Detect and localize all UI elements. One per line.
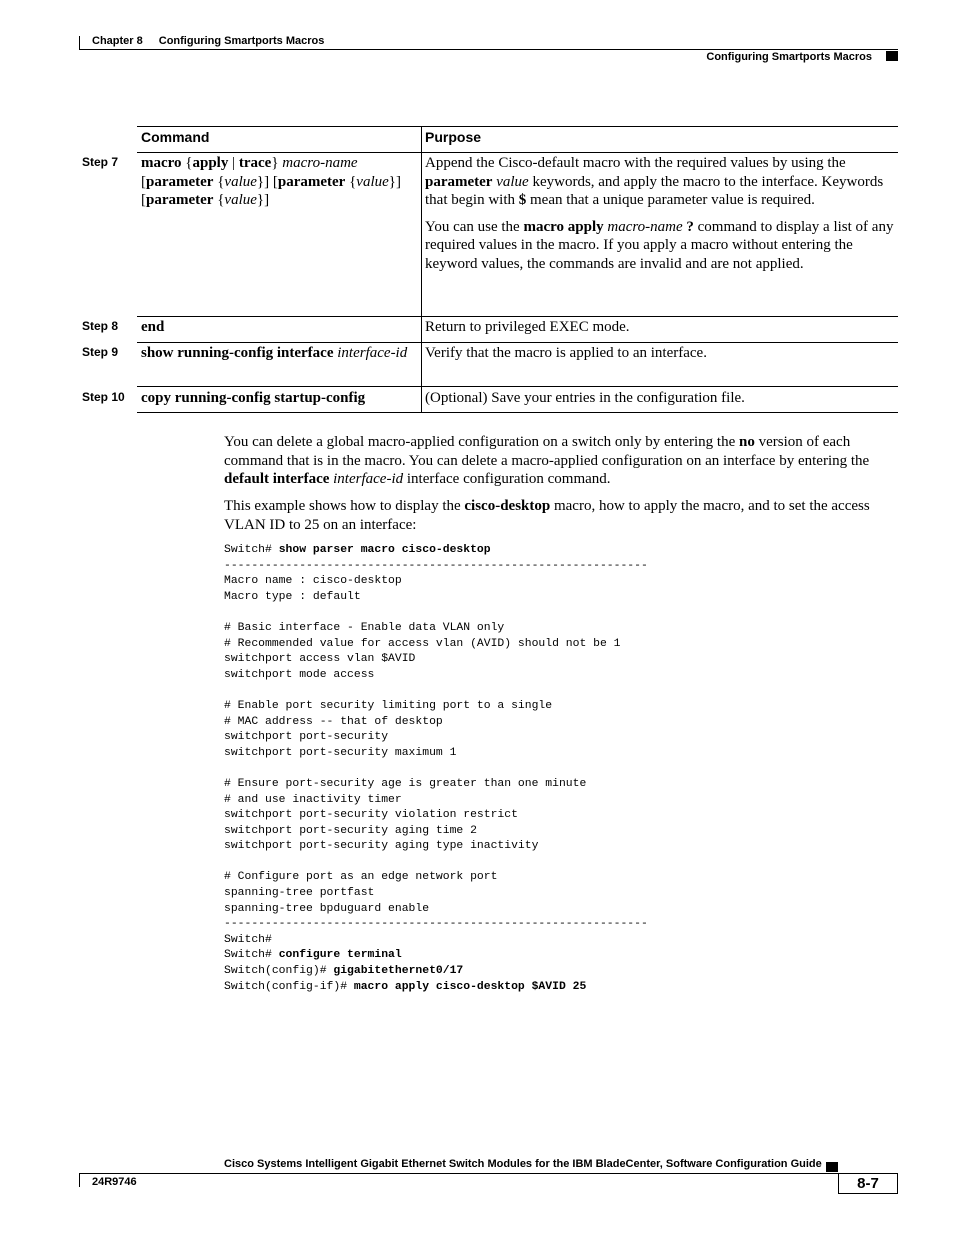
purpose-cell <box>425 344 895 371</box>
purpose-cell <box>425 154 895 281</box>
purpose-paragraph <box>425 218 895 274</box>
text-run: cisco-desktop <box>464 498 551 514</box>
step-label: Step 8 <box>82 319 119 333</box>
step-label: Step 7 <box>82 155 119 169</box>
text-run: spanning-tree bpduguard enable <box>224 902 430 915</box>
purpose-paragraph <box>425 154 895 210</box>
text-run: # Configure port as an edge network port <box>224 871 498 884</box>
step-label: Step 9 <box>82 345 119 359</box>
text-run: apply <box>192 155 229 171</box>
purpose-cell <box>425 389 895 416</box>
text-run: Switch# <box>224 544 279 556</box>
command-cell <box>141 344 416 363</box>
table-rule-row <box>137 316 898 317</box>
text-run: value <box>356 173 389 190</box>
table-rule-header <box>137 152 898 153</box>
table-column-divider <box>421 126 422 413</box>
text-run: configure terminal <box>278 949 402 962</box>
page-number: 8-7 <box>838 1173 898 1194</box>
footer-rule <box>79 1173 838 1174</box>
text-run: interface configuration command. <box>403 471 611 487</box>
text-run: [ <box>141 173 146 190</box>
text-run: gigabitethernet0/17 <box>333 965 464 978</box>
header-marker-block <box>886 51 898 61</box>
text-run: macro, how to apply the macro, and to set the access VLAN ID to 25 on an interface: <box>224 498 870 533</box>
text-run: }] <box>256 192 270 208</box>
text-run: parameter <box>146 173 214 190</box>
header-rule-vertical <box>79 36 80 50</box>
text-run: switchport port-security aging type inactivity <box>224 840 539 853</box>
text-run: switchport mode access <box>224 668 375 681</box>
text-run: $ <box>518 192 527 208</box>
text-run: value <box>224 192 257 208</box>
step-label: Step 10 <box>82 390 125 404</box>
text-run: (Optional) Save your entries in the configuration file. <box>425 390 745 406</box>
body-paragraph <box>224 433 898 489</box>
text-run: Append the Cisco-default macro with the required values by using the <box>425 155 846 171</box>
chapter-number: Chapter 8 <box>92 35 143 47</box>
command-cell <box>141 318 416 337</box>
text-run: # Basic interface - Enable data VLAN only <box>224 621 505 634</box>
text-run: # and use inactivity timer <box>224 793 402 806</box>
text-run: interface-id <box>333 471 404 487</box>
column-header-command: Command <box>141 129 210 145</box>
text-run: command to display a list of any required values in the macro. If you apply a macro without entering the keyword values, the commands are invalid and are not applied. <box>425 218 894 272</box>
running-header-chapter <box>92 35 324 47</box>
text-run: -------------------------------------------------------------- <box>224 918 648 931</box>
text-run: copy running-config startup-config <box>141 390 366 406</box>
text-run: This example shows how to display the <box>224 498 465 514</box>
footer-rule-vertical <box>79 1173 80 1187</box>
footer-book-title: Cisco Systems Intelligent Gigabit Ethernet Switch Modules for the IBM BladeCenter, Software Configuration Guide <box>224 1158 822 1170</box>
purpose-cell <box>425 318 895 345</box>
text-run: # Ensure port-security age is greater than one minute <box>224 777 587 790</box>
text-run: macro apply <box>523 218 604 235</box>
text-run: ? <box>686 218 694 235</box>
text-run: Macro type : default <box>224 590 361 603</box>
text-run: You can delete a global macro-applied configuration on a switch only by entering the <box>224 434 739 450</box>
text-run: parameter <box>146 192 214 208</box>
text-run: macro apply cisco-desktop $AVID 25 <box>353 980 587 993</box>
text-run: Verify that the macro is applied to an interface. <box>425 345 707 361</box>
text-run: Switch# <box>224 933 272 946</box>
command-cell <box>141 389 416 408</box>
text-run: parameter <box>277 173 346 190</box>
purpose-paragraph <box>425 344 895 363</box>
text-run: interface-id <box>337 345 408 361</box>
text-run: value <box>224 173 257 190</box>
running-header-section: Configuring Smartports Macros <box>706 51 872 63</box>
text-run: switchport port-security violation restrict <box>224 809 518 822</box>
purpose-paragraph <box>425 389 895 408</box>
text-run: Macro name : cisco-desktop <box>224 575 402 588</box>
text-run: # Recommended value for access vlan (AVID) should not be 1 <box>224 637 621 650</box>
footer-marker-block <box>826 1162 838 1172</box>
footer-doc-number: 24R9746 <box>92 1176 137 1188</box>
text-run: spanning-tree portfast <box>224 887 375 900</box>
text-run: { <box>345 173 357 190</box>
text-run: { <box>181 155 193 171</box>
body-paragraph <box>224 497 898 534</box>
text-run: macro-name <box>282 155 358 171</box>
text-run: You can use the <box>425 218 524 235</box>
text-run: show running-config interface <box>141 345 334 361</box>
text-run: default interface <box>224 471 330 487</box>
chapter-title: Configuring Smartports Macros <box>158 35 325 47</box>
header-rule <box>79 49 898 50</box>
text-run: end <box>141 319 165 335</box>
text-run: switchport port-security <box>224 731 389 744</box>
text-run: }] [ <box>141 173 401 208</box>
text-run: }] [ <box>256 173 278 190</box>
text-run: Switch# <box>224 949 279 962</box>
text-run: { <box>213 173 225 190</box>
text-run: Return to privileged EXEC mode. <box>425 319 630 335</box>
text-run: version of each command that is in the macro. You can delete a macro-applied configuration on an interface by entering the <box>224 434 870 469</box>
text-run: # MAC address -- that of desktop <box>224 715 443 728</box>
text-run: Switch(config-if)# <box>224 980 354 993</box>
text-run: keywords, and apply the macro to the interface. Keywords that begin with <box>425 173 884 208</box>
column-header-purpose: Purpose <box>425 129 482 145</box>
code-example <box>224 543 648 995</box>
table-rule-row <box>137 386 898 387</box>
text-run: # Enable port security limiting port to a single <box>224 699 553 712</box>
text-run: macro <box>141 155 182 171</box>
text-run: trace <box>238 155 272 171</box>
text-run: | <box>228 155 239 171</box>
text-run: switchport access vlan $AVID <box>224 653 416 666</box>
text-run: mean that a unique parameter value is required. <box>526 192 815 208</box>
text-run: { <box>213 192 225 208</box>
text-run: macro-name <box>607 218 683 235</box>
text-run: switchport port-security maximum 1 <box>224 746 457 759</box>
text-run: switchport port-security aging time 2 <box>224 824 477 837</box>
text-run: Switch(config)# <box>224 965 334 978</box>
text-run: parameter <box>425 173 493 190</box>
text-run: no <box>739 434 755 450</box>
purpose-paragraph <box>425 318 895 337</box>
text-run: } <box>271 155 283 171</box>
text-run: value <box>496 173 529 190</box>
command-cell <box>141 154 416 210</box>
text-run: -------------------------------------------------------------- <box>224 559 648 572</box>
text-run: show parser macro cisco-desktop <box>278 544 491 556</box>
table-rule-top <box>137 126 898 127</box>
